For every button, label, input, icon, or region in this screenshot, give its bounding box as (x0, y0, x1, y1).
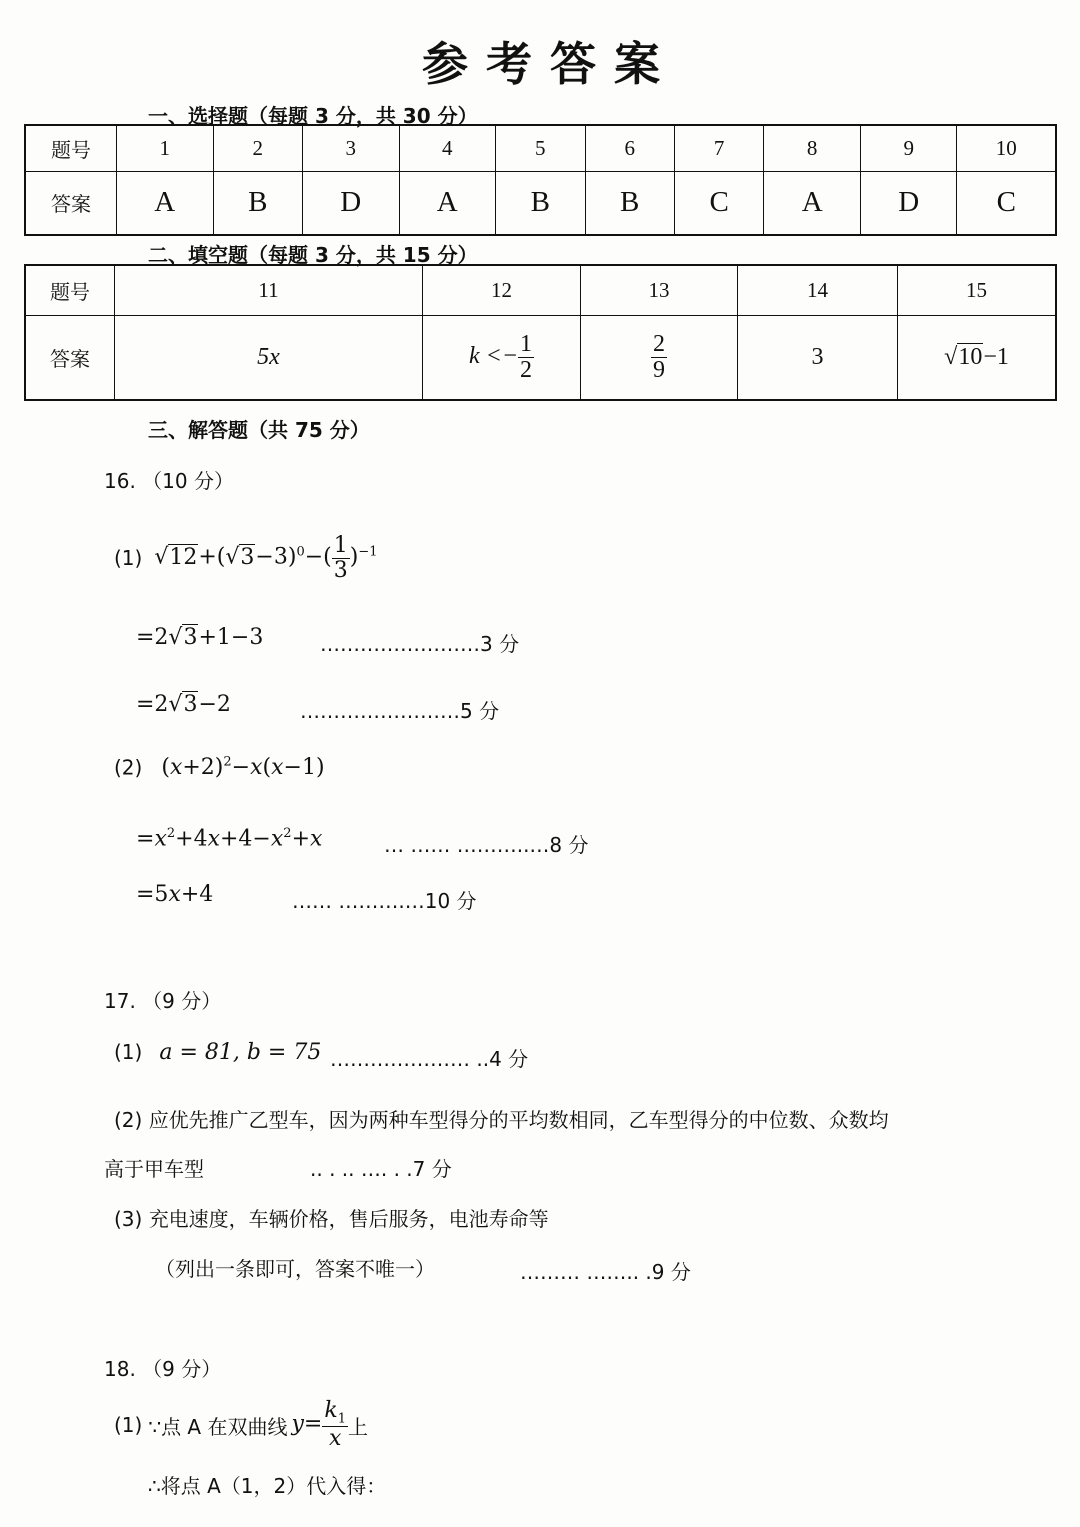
fill-number: 15 (898, 265, 1057, 315)
q18-part1-label: (1) (114, 1413, 143, 1437)
fill-number: 12 (423, 265, 581, 315)
q16-part1-expression: (1) $√12+(√3-3)^0-$( $\frac{1}{3}$ )$^{-1}$ (114, 533, 378, 583)
fill-number: 11 (115, 265, 423, 315)
fraction (518, 332, 534, 383)
page-title: 参考答案 (422, 37, 678, 91)
q16-part2-step1-score: … …… ………..…8 分 (384, 833, 589, 857)
answer-12-lhs: k <− (468, 342, 519, 369)
radicand: 10 (958, 343, 983, 370)
q16-header: 16. （10 分） (104, 469, 234, 493)
choice-answer: A (117, 171, 214, 235)
q17-part1 (114, 1040, 321, 1065)
answer-11-text: 5x (257, 343, 280, 370)
choice-number: 4 (399, 125, 496, 171)
choice-number: 7 (674, 125, 763, 171)
q17-part1-score: ………………… ..4 分 (330, 1047, 529, 1071)
choice-number: 9 (860, 125, 957, 171)
choice-number-row (25, 125, 1056, 171)
q18-part1-line2: ∴将点 A（1，2）代入得： (148, 1474, 387, 1498)
choice-answer-table (24, 124, 1057, 236)
choice-number: 6 (585, 125, 674, 171)
choice-answer: C (674, 171, 763, 235)
q17-part1-label: (1) (114, 1040, 143, 1064)
q17-part2-line2: 高于甲车型 (104, 1157, 204, 1181)
denominator: 9 (653, 356, 665, 383)
choice-answer: B (496, 171, 585, 235)
choice-answer: D (860, 171, 957, 235)
choice-number: 5 (496, 125, 585, 171)
fill-answer-14: 3 (738, 315, 898, 400)
section2-heading: 二、填空题（每题 3 分，共 15 分） (148, 243, 478, 267)
choice-number: 8 (764, 125, 861, 171)
q16-part1-step2: =2√3−2 (136, 692, 231, 717)
choice-answer-row (25, 171, 1056, 235)
fill-answer-11 (115, 315, 423, 400)
q16-part1-step1-score: ……………………3 分 (320, 632, 520, 656)
q16-part1-step2-score: ……………………5 分 (300, 699, 500, 723)
q17-part3-score: ……… …….. .9 分 (520, 1260, 691, 1284)
fill-answer-12 (423, 315, 581, 400)
choice-answer: A (764, 171, 861, 235)
q16-part2-step2-score: …… ……….…10 分 (292, 889, 477, 913)
fill-number-row (25, 265, 1056, 315)
choice-answer: A (399, 171, 496, 235)
fill-answer-15 (898, 315, 1057, 400)
choice-answer: D (302, 171, 399, 235)
q16-part2-step1: $=x^2+4x+4-x^2+x$ (136, 826, 323, 852)
row-label-answer: 答案 (25, 315, 115, 400)
q17-part3-line: (3) 充电速度，车辆价格，售后服务，电池寿命等 (114, 1207, 549, 1231)
q17-part2-score: .. . .. …. . .7 分 (310, 1157, 452, 1181)
choice-number: 10 (957, 125, 1056, 171)
choice-number: 2 (213, 125, 302, 171)
q16-part2-step2: =5x+4 (136, 882, 214, 907)
fill-number: 13 (581, 265, 738, 315)
q16-part2-label: (2) (114, 755, 143, 780)
section3-heading: 三、解答题（共 75 分） (148, 418, 370, 442)
row-label-number: 题号 (25, 125, 117, 171)
choice-number: 3 (302, 125, 399, 171)
numerator: 2 (653, 330, 665, 357)
q17-part1-text: a = 81, b = 75 (159, 1040, 322, 1065)
q18-header: 18. （9 分） (104, 1357, 222, 1381)
denominator: 2 (520, 356, 533, 383)
sqrt-icon: √ (944, 343, 958, 370)
row-label-number: 题号 (25, 265, 115, 315)
numerator: 1 (520, 330, 533, 357)
fill-answer-table (24, 264, 1057, 401)
q17-header: 17. （9 分） (104, 989, 222, 1013)
q16-part1-step1: =2√3+1−3 (136, 625, 264, 650)
q16-part2-expression: (2) $(x+2)^2-x(x-1)$ (114, 755, 325, 781)
q17-part2-line1: (2) 应优先推广乙型车，因为两种车型得分的平均数相同，乙车型得分的中位数、众数均 (114, 1108, 889, 1132)
q18-part1-line1-post: 上 (347, 1414, 368, 1439)
choice-number: 1 (117, 125, 214, 171)
choice-answer: B (213, 171, 302, 235)
fraction (651, 332, 667, 383)
choice-answer: C (957, 171, 1056, 235)
choice-answer: B (585, 171, 674, 235)
fill-answer-row (25, 315, 1056, 400)
fill-answer-13 (581, 315, 738, 400)
fill-number: 14 (738, 265, 898, 315)
answer-15-rest: −1 (983, 343, 1009, 370)
q18-part1-line1: (1) ∵点 A 在双曲线 y= $\frac{k_1}{x}$ 上 (114, 1398, 368, 1452)
q17-part3-note: （列出一条即可，答案不唯一） (155, 1257, 435, 1281)
q16-part1-label: (1) (114, 546, 143, 570)
section1-heading: 一、选择题（每题 3 分，共 30 分） (148, 104, 478, 128)
row-label-answer: 答案 (25, 171, 117, 235)
q18-part1-line1-pre: ∵点 A 在双曲线 (148, 1414, 288, 1439)
